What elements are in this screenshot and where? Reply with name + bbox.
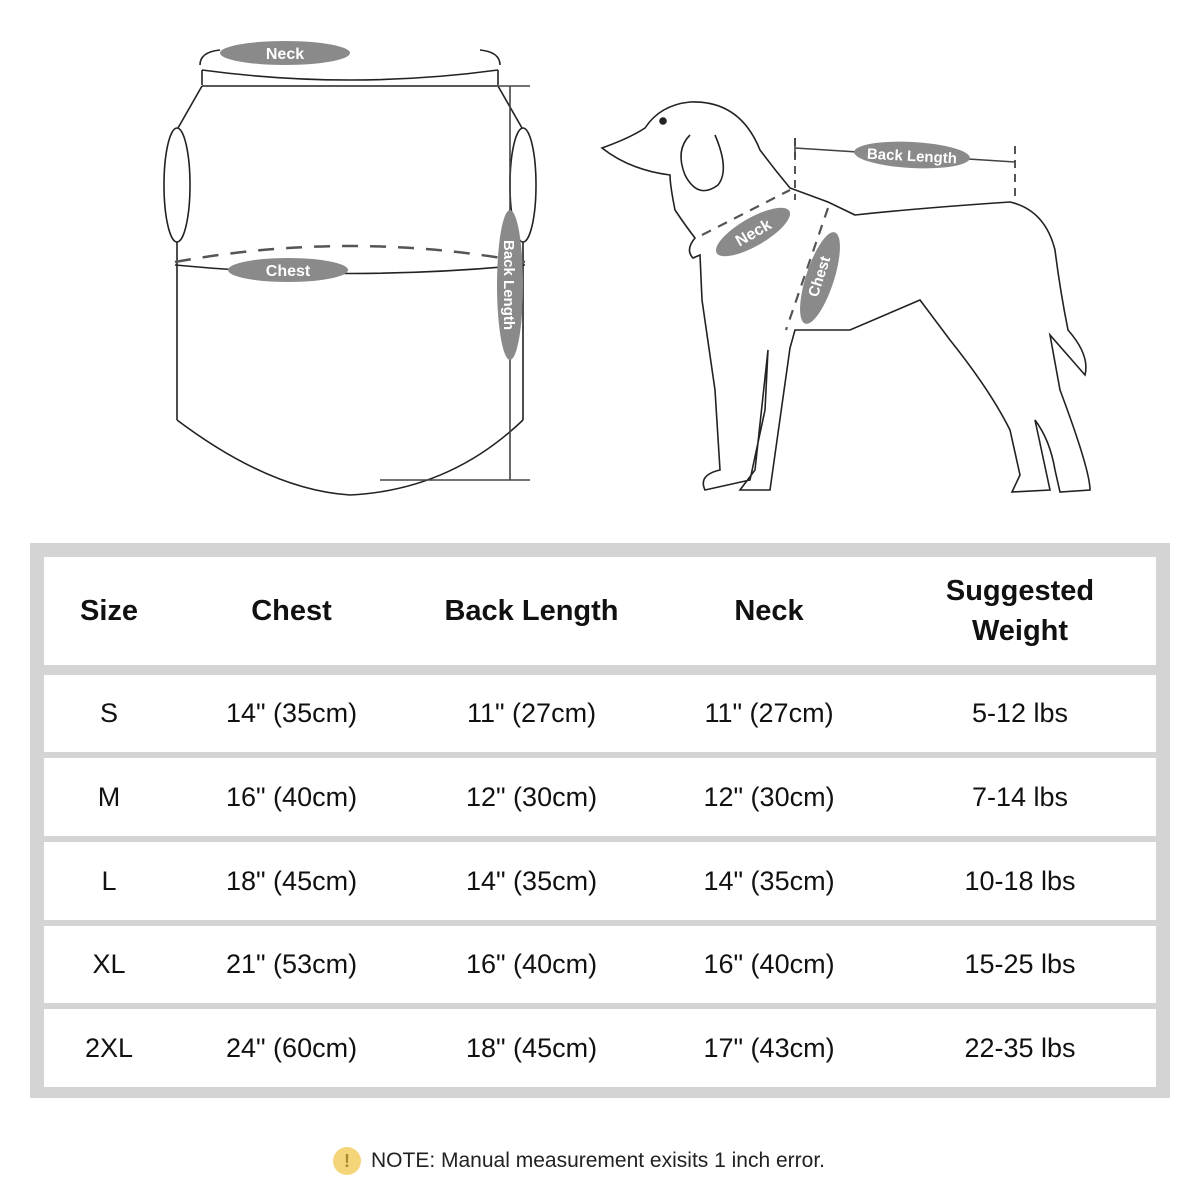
header-chest: Chest xyxy=(251,594,332,627)
neck-cell: 11" (27cm) xyxy=(704,698,834,729)
size-chart-table xyxy=(30,543,1170,1098)
svg-text:Chest: Chest xyxy=(265,263,311,280)
chest-tag xyxy=(228,258,348,282)
neck-cell: 12" (30cm) xyxy=(703,782,835,813)
table-header-row xyxy=(44,557,1156,665)
table-row xyxy=(44,926,1156,1004)
size-cell: XL xyxy=(92,949,126,980)
chest-cell: 16" (40cm) xyxy=(225,782,358,813)
table-row xyxy=(44,758,1156,836)
back-length-tag xyxy=(497,210,523,360)
garment-diagram xyxy=(150,20,550,500)
svg-text:Neck: Neck xyxy=(732,216,775,251)
header-size: Size xyxy=(79,594,139,627)
chest-cell: 14" (35cm) xyxy=(225,698,358,729)
back-length-cell: 11" (27cm) xyxy=(466,698,597,729)
header-neck: Neck xyxy=(734,594,804,627)
chest-cell: 18" (45cm) xyxy=(225,865,358,896)
size-cell: L xyxy=(101,865,117,896)
chest-cell: 21" (53cm) xyxy=(225,949,358,980)
neck-cell: 16" (40cm) xyxy=(703,949,835,980)
table-row xyxy=(44,842,1156,920)
neck-tag xyxy=(220,41,350,65)
neck-cell: 17" (43cm) xyxy=(703,1033,835,1064)
header-back-length: Back Length xyxy=(444,594,619,627)
svg-text:Back Length: Back Length xyxy=(500,239,517,331)
dog-diagram xyxy=(590,90,1100,510)
measurement-note xyxy=(333,1146,825,1176)
svg-text:Back Length: Back Length xyxy=(866,145,958,168)
back-length-cell: 12" (30cm) xyxy=(465,782,598,813)
dog-chest-tag xyxy=(792,228,848,328)
back-length-cell: 18" (45cm) xyxy=(465,1033,598,1064)
size-cell: 2XL xyxy=(84,1033,134,1064)
size-cell: S xyxy=(99,698,118,729)
neck-cell: 14" (35cm) xyxy=(703,865,835,896)
chest-cell: 24" (60cm) xyxy=(225,1033,358,1064)
weight-cell: 15-25 lbs xyxy=(964,949,1076,980)
table-row xyxy=(44,675,1156,753)
back-length-cell: 16" (40cm) xyxy=(465,949,598,980)
size-cell: M xyxy=(97,782,121,813)
note-text: NOTE: Manual measurement exisits 1 inch error. xyxy=(371,1149,826,1172)
dog-back-length-tag xyxy=(853,139,970,171)
weight-cell: 5-12 lbs xyxy=(971,698,1069,729)
weight-cell: 22-35 lbs xyxy=(964,1033,1076,1064)
weight-cell: 10-18 lbs xyxy=(964,865,1076,896)
svg-text:Chest: Chest xyxy=(805,254,835,300)
table-row xyxy=(44,1009,1156,1087)
exclamation-icon: ! xyxy=(333,1147,361,1175)
header-suggested-weight: Suggested Weight xyxy=(945,574,1095,647)
back-length-cell: 14" (35cm) xyxy=(465,865,598,896)
svg-text:Neck: Neck xyxy=(265,46,305,63)
weight-cell: 7-14 lbs xyxy=(971,782,1069,813)
